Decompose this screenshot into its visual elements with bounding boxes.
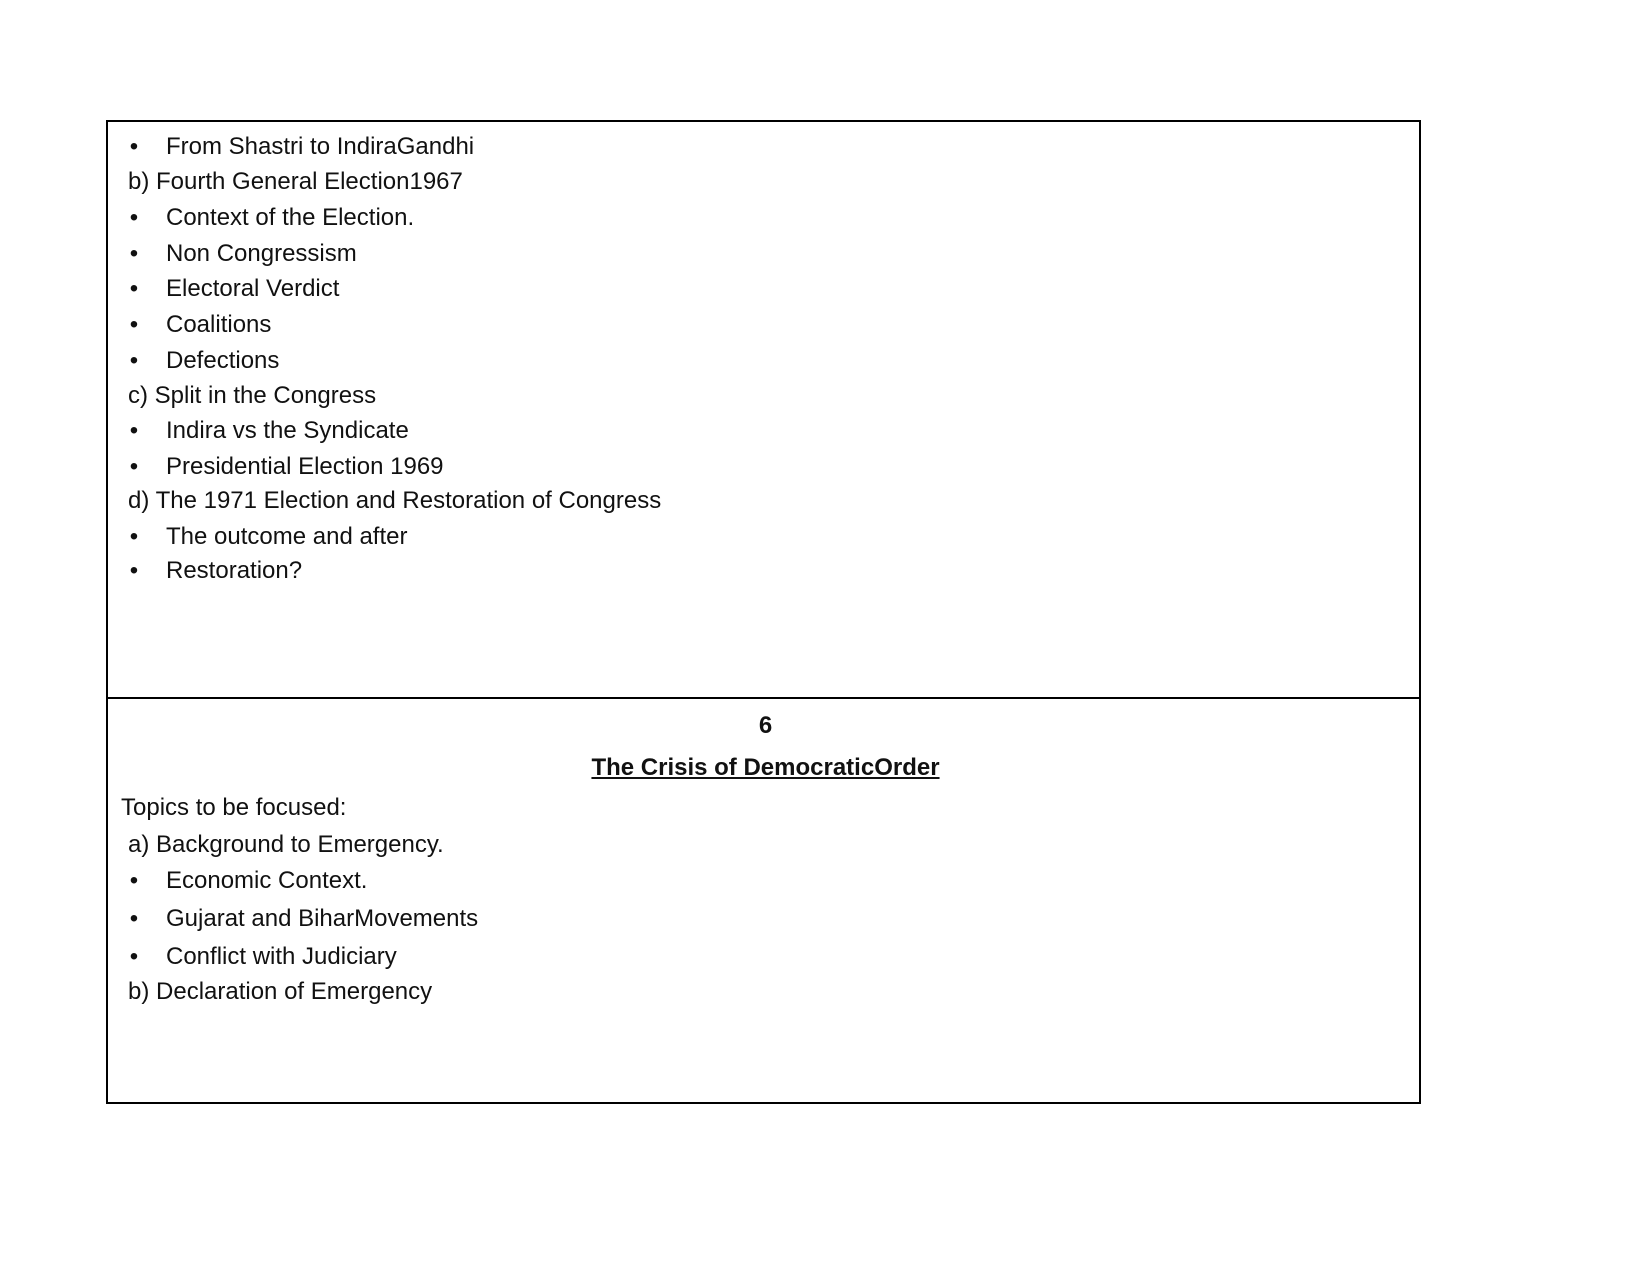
bullet-icon: • [129,204,139,231]
unit-number: 6 [758,712,773,739]
bullet-icon: • [129,905,139,932]
bullet-icon: • [129,133,139,160]
bullet-icon: • [129,943,139,970]
bullet-icon: • [129,453,139,480]
unit-title: The Crisis of DemocraticOrder [591,754,940,781]
bullet-icon: • [129,240,139,267]
bullet-icon: • [129,311,139,338]
bullet-icon: • [129,867,139,894]
syllabus-cell-continued: • From Shastri to IndiraGandhi b) Fourth General Election1967 • Context of the Election. • Non Congressism • Electoral Verdict • Coalitions • Defections c) Split in the Congress • Indira vs the Syndicate • Presidential Election 1969 d) The 1971 Election and Restoration of Congress • The outcome and after • Restoration? [108,122,1419,699]
syllabus-table [106,120,1421,1104]
bullet-icon: • [129,557,139,584]
bullet-icon: • [129,275,139,302]
bullet-icon: • [129,347,139,374]
unit-title-row [108,753,1423,783]
syllabus-cell-unit-6: 6 The Crisis of DemocraticOrder Topics to be focused: a) Background to Emergency. • Economic Context. • Gujarat and BiharMovements • Conflict with Judiciary b) Declaration of Emergency [108,699,1419,1102]
bullet-icon: • [129,417,139,444]
topics-label: Topics to be focused: [121,794,347,821]
bullet-icon: • [129,523,139,550]
